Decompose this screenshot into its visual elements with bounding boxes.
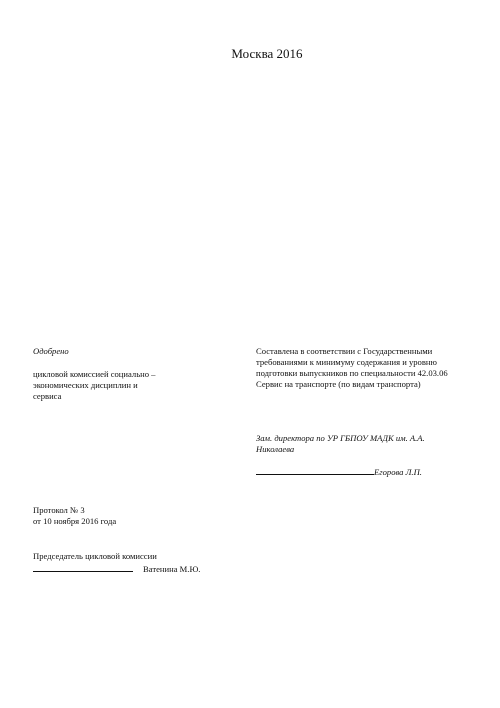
commission-line: экономических дисциплин и xyxy=(33,380,138,390)
chair-name: Ватенина М.Ю. xyxy=(143,564,201,574)
deputy-signature-line xyxy=(256,465,374,475)
deputy-signature-row xyxy=(256,465,422,478)
chair-signature-row xyxy=(33,562,200,575)
compiled-line: Составлена в соответствии с Государственными xyxy=(256,346,433,356)
chair-label: Председатель цикловой комиссии xyxy=(33,551,157,561)
city-year-text: Москва 2016 xyxy=(231,46,303,61)
protocol-date: от 10 ноября 2016 года xyxy=(33,516,117,526)
commission-block xyxy=(33,369,155,402)
protocol-number: Протокол № 3 xyxy=(33,505,85,515)
compiled-line: Сервис на транспорте (по видам транспорта) xyxy=(256,379,421,389)
commission-line: цикловой комиссией социально – xyxy=(33,369,156,379)
deputy-block xyxy=(256,433,425,455)
city-year xyxy=(0,46,500,62)
compiled-block xyxy=(256,346,448,390)
commission-line: сервиса xyxy=(33,391,62,401)
deputy-name: Егорова Л.П. xyxy=(374,467,422,477)
deputy-line: Зам. директора по УР ГБПОУ МАДК им. А.А. xyxy=(256,433,425,443)
compiled-line: требованиями к минимуму содержания и уровню xyxy=(256,357,437,367)
chair-signature-line xyxy=(33,562,133,572)
deputy-line: Николаева xyxy=(256,444,295,454)
compiled-line: подготовки выпускников по специальности 42.03.06 xyxy=(256,368,448,378)
approved-label: Одобрено xyxy=(33,346,69,356)
